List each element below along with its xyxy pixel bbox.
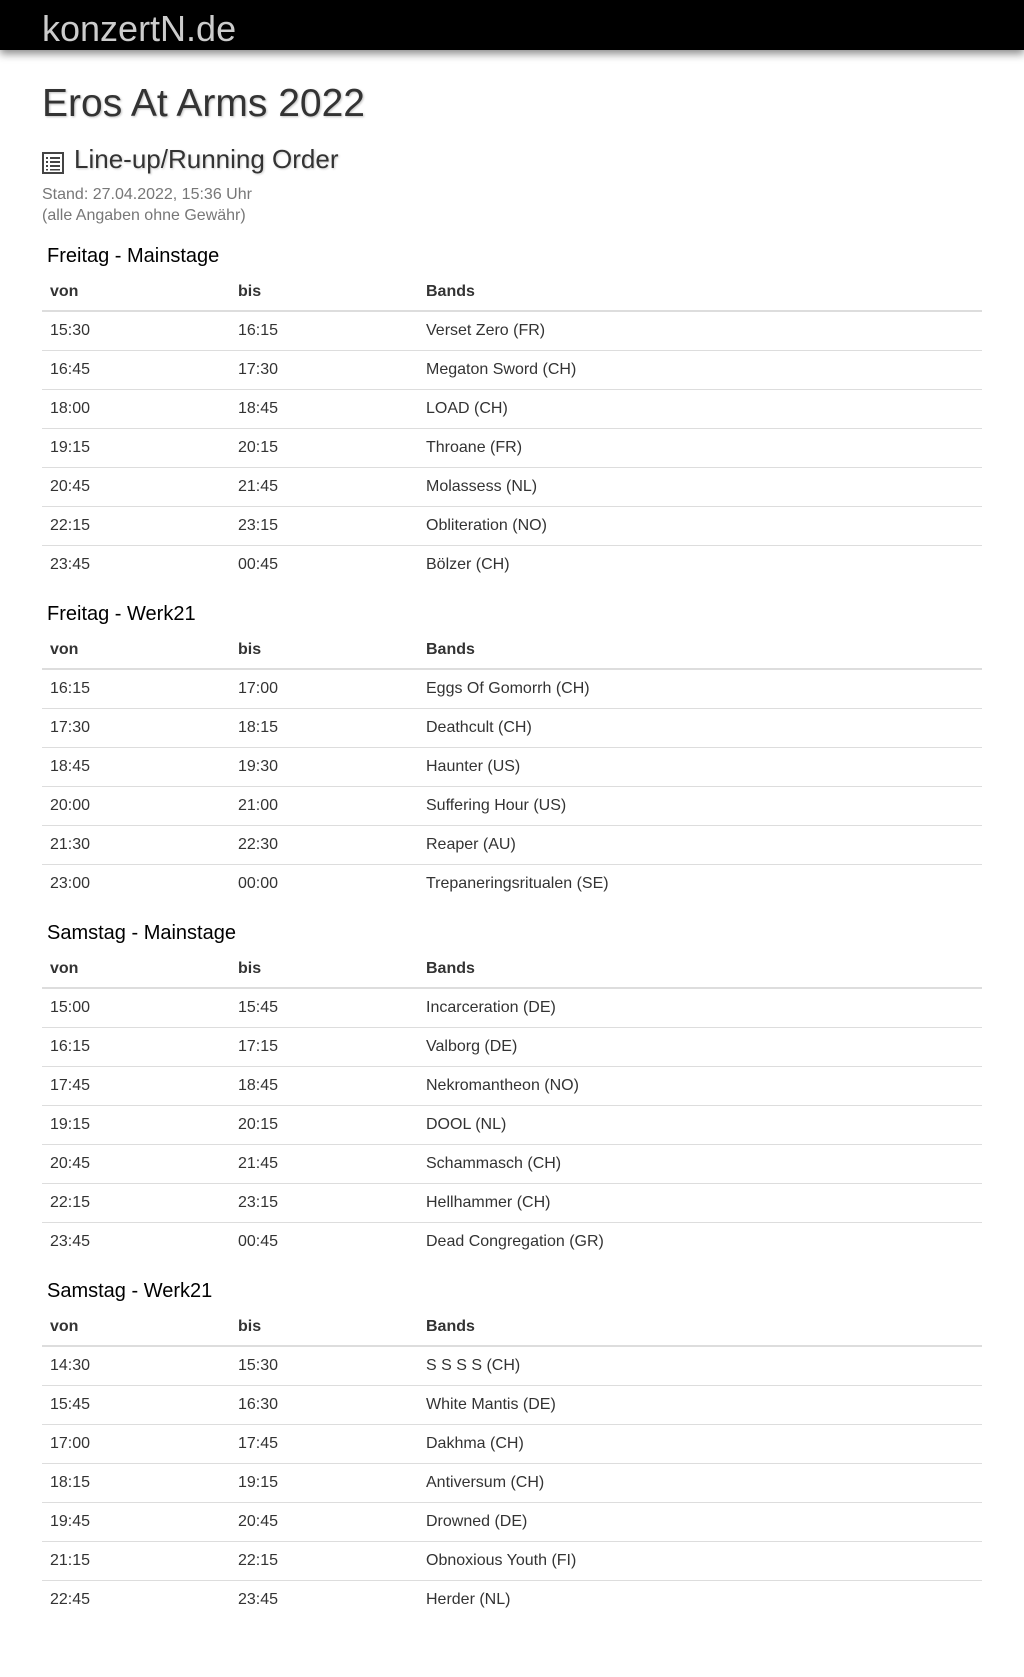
cell-band: Eggs Of Gomorrh (CH) (418, 669, 982, 709)
cell-von: 15:45 (42, 1386, 230, 1425)
stand-date: Stand: 27.04.2022, 15:36 Uhr (42, 186, 252, 203)
cell-band: Obliteration (NO) (418, 507, 982, 546)
table-row (42, 669, 982, 709)
cell-band: S S S S (CH) (418, 1346, 982, 1386)
cell-von: 20:00 (42, 787, 230, 826)
column-header-von: von (42, 1309, 230, 1346)
cell-band: Throane (FR) (418, 429, 982, 468)
cell-von: 15:30 (42, 311, 230, 351)
stage-section (42, 919, 982, 1261)
column-header-bands: Bands (418, 632, 982, 669)
cell-band: Incarceration (DE) (418, 988, 982, 1028)
table-row (42, 351, 982, 390)
table-row (42, 507, 982, 546)
cell-bis: 21:45 (230, 1145, 418, 1184)
cell-bis: 21:00 (230, 787, 418, 826)
cell-von: 23:45 (50, 1233, 91, 1250)
table-row (42, 1028, 982, 1067)
table-row (42, 468, 982, 507)
cell-bis: 16:15 (230, 311, 418, 351)
column-header-von: von (42, 274, 230, 311)
cell-bis: 20:15 (230, 429, 418, 468)
cell-band: Schammasch (CH) (418, 1145, 982, 1184)
cell-band: Verset Zero (FR) (418, 311, 982, 351)
table-row (42, 1581, 982, 1620)
cell-von: 18:00 (42, 390, 230, 429)
cell-von: 14:30 (42, 1346, 230, 1386)
cell-von: 17:45 (42, 1067, 230, 1106)
cell-von: 17:30 (42, 709, 230, 748)
cell-von: 15:00 (42, 988, 230, 1028)
table-row (42, 787, 982, 826)
cell-von: 22:45 (50, 1591, 91, 1608)
cell-von: 19:15 (42, 1106, 230, 1145)
cell-von: 16:15 (42, 1028, 230, 1067)
site-logo-link[interactable]: konzertN.de (42, 8, 237, 49)
cell-band: Hellhammer (CH) (418, 1184, 982, 1223)
cell-von: 23:45 (50, 556, 91, 573)
table-row (42, 1464, 982, 1503)
table-row (42, 1145, 982, 1184)
column-header-bis: bis (230, 951, 418, 988)
cell-bis: 16:30 (230, 1386, 418, 1425)
column-header-bis: bis (230, 1309, 418, 1346)
table-header-row (42, 951, 982, 988)
cell-band: Bölzer (CH) (426, 556, 510, 573)
cell-band: LOAD (CH) (418, 390, 982, 429)
cell-bis: 15:45 (230, 988, 418, 1028)
cell-von: 18:15 (42, 1464, 230, 1503)
cell-bis: 00:45 (238, 556, 279, 573)
column-header-von: von (42, 951, 230, 988)
table-row (42, 311, 982, 351)
table-row (42, 826, 982, 865)
cell-bis: 17:30 (230, 351, 418, 390)
column-header-bis: bis (230, 632, 418, 669)
table-row (42, 1184, 982, 1223)
cell-bis: 00:45 (238, 1233, 279, 1250)
cell-bis: 18:15 (230, 709, 418, 748)
cell-bis: 23:15 (230, 507, 418, 546)
stage-section (42, 242, 982, 584)
stages-container (42, 242, 982, 1619)
table-row (42, 1067, 982, 1106)
table-row (42, 1425, 982, 1464)
table-row (42, 1223, 982, 1262)
cell-von: 18:45 (42, 748, 230, 787)
cell-band: Valborg (DE) (418, 1028, 982, 1067)
top-navbar (0, 0, 1024, 50)
cell-von: 16:15 (42, 669, 230, 709)
table-row (42, 988, 982, 1028)
column-header-von: von (42, 632, 230, 669)
cell-band: Trepaneringsritualen (SE) (426, 875, 609, 892)
cell-bis: 17:15 (230, 1028, 418, 1067)
schedule-table (42, 632, 982, 903)
table-row (42, 709, 982, 748)
schedule-table (42, 1309, 982, 1619)
cell-band: Megaton Sword (CH) (418, 351, 982, 390)
table-header-row (42, 632, 982, 669)
table-row (42, 865, 982, 904)
cell-bis: 21:45 (230, 468, 418, 507)
cell-band: Antiversum (CH) (418, 1464, 982, 1503)
cell-bis: 18:45 (230, 1067, 418, 1106)
cell-von: 19:15 (42, 429, 230, 468)
cell-band: Drowned (DE) (418, 1503, 982, 1542)
disclaimer: (alle Angaben ohne Gewähr) (42, 207, 246, 224)
cell-von: 20:45 (42, 1145, 230, 1184)
column-header-bands: Bands (418, 1309, 982, 1346)
cell-bis: 00:00 (238, 875, 279, 892)
table-row (42, 1346, 982, 1386)
stage-title: Samstag - Mainstage (47, 922, 236, 944)
cell-band: Haunter (US) (418, 748, 982, 787)
meta-info (42, 184, 982, 226)
cell-bis: 20:45 (230, 1503, 418, 1542)
column-header-bands: Bands (418, 274, 982, 311)
cell-von: 21:30 (42, 826, 230, 865)
cell-band: Dead Congregation (GR) (426, 1233, 604, 1250)
cell-bis: 17:00 (230, 669, 418, 709)
column-header-bands: Bands (418, 951, 982, 988)
table-row (42, 1542, 982, 1581)
cell-bis: 18:45 (230, 390, 418, 429)
cell-band: Molassess (NL) (418, 468, 982, 507)
table-row (42, 1106, 982, 1145)
table-row (42, 390, 982, 429)
section-title: Line-up/Running Order (74, 144, 339, 174)
table-row (42, 546, 982, 585)
section-heading (42, 142, 982, 176)
page-title: Eros At Arms 2022 (42, 82, 365, 125)
table-row (42, 1386, 982, 1425)
column-header-bis: bis (230, 274, 418, 311)
cell-von: 22:15 (42, 507, 230, 546)
cell-band: DOOL (NL) (418, 1106, 982, 1145)
stage-title: Freitag - Mainstage (47, 245, 220, 267)
schedule-table (42, 951, 982, 1261)
cell-bis: 22:30 (230, 826, 418, 865)
cell-bis: 19:15 (230, 1464, 418, 1503)
cell-band: Obnoxious Youth (FI) (418, 1542, 982, 1581)
cell-bis: 23:45 (238, 1591, 279, 1608)
table-header-row (42, 1309, 982, 1346)
table-row (42, 748, 982, 787)
cell-bis: 23:15 (230, 1184, 418, 1223)
table-row (42, 1503, 982, 1542)
main-content (42, 80, 982, 1619)
cell-von: 21:15 (42, 1542, 230, 1581)
cell-bis: 22:15 (230, 1542, 418, 1581)
cell-bis: 19:30 (230, 748, 418, 787)
cell-von: 16:45 (42, 351, 230, 390)
cell-band: Deathcult (CH) (418, 709, 982, 748)
schedule-table (42, 274, 982, 584)
cell-von: 19:45 (42, 1503, 230, 1542)
cell-band: Suffering Hour (US) (418, 787, 982, 826)
cell-band: White Mantis (DE) (418, 1386, 982, 1425)
cell-band: Herder (NL) (426, 1591, 511, 1608)
list-icon (42, 148, 64, 170)
stage-title: Samstag - Werk21 (47, 1280, 213, 1302)
cell-von: 22:15 (42, 1184, 230, 1223)
cell-bis: 15:30 (230, 1346, 418, 1386)
cell-von: 23:00 (50, 875, 91, 892)
table-header-row (42, 274, 982, 311)
cell-band: Reaper (AU) (418, 826, 982, 865)
stage-title: Freitag - Werk21 (47, 603, 196, 625)
stage-section (42, 1277, 982, 1619)
cell-band: Nekromantheon (NO) (418, 1067, 982, 1106)
table-row (42, 429, 982, 468)
cell-von: 20:45 (42, 468, 230, 507)
cell-bis: 20:15 (230, 1106, 418, 1145)
cell-von: 17:00 (42, 1425, 230, 1464)
cell-bis: 17:45 (230, 1425, 418, 1464)
stage-section (42, 600, 982, 903)
cell-band: Dakhma (CH) (418, 1425, 982, 1464)
